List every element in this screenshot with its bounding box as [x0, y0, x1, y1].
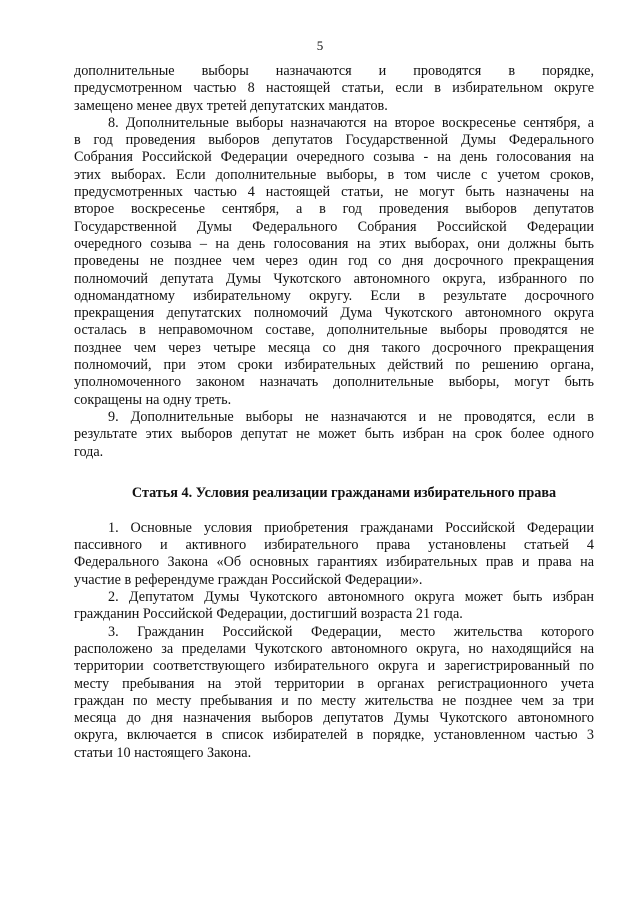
text-line: Собрания Российской Федерации очередного созыва - на день голосования на	[74, 149, 594, 166]
text-line: 8. Дополнительные выборы назначаются на второе воскресенье сентября, а	[108, 114, 594, 131]
text-line: замещено менее двух третей депутатских мандатов.	[74, 97, 388, 114]
text-line: гражданин Российской Федерации, достигший возраста 21 года.	[74, 606, 463, 623]
article-heading: Статья 4. Условия реализации гражданами избирательного права	[131, 484, 557, 501]
text-line: 2. Депутатом Думы Чукотского автономного округа может быть избран	[108, 589, 594, 606]
text-line: года.	[74, 443, 104, 460]
text-line: позднее чем через четыре месяца со дня такого досрочного прекращения	[74, 339, 594, 356]
text-line: статьи 10 настоящего Закона.	[74, 744, 252, 761]
paragraph-continuation	[74, 63, 594, 115]
text-line: в год проведения выборов депутатов Государственной Думы Федерального	[74, 132, 594, 149]
document-body	[74, 63, 594, 762]
text-line: результате этих выборов депутат не может быть избран на срок более одного	[74, 426, 594, 443]
paragraph-8	[74, 115, 594, 409]
text-line: округа, включается в список избирателей в порядке, установленном частью 3	[74, 727, 594, 744]
text-line: 3. Гражданин Российской Федерации, место жительства которого	[108, 623, 594, 640]
paragraph-9	[74, 409, 594, 461]
text-line: участие в референдуме граждан Российской Федерации».	[74, 571, 423, 588]
text-line: полномочий, при этом сроки избирательных действий по решению органа,	[74, 357, 594, 374]
text-line: одномандатному избирательному округу. Если в результате досрочного	[74, 287, 594, 304]
text-line: прекращения депутатских полномочий Дума Чукотского автономного округа	[74, 305, 594, 322]
text-line: предусмотренном частью 8 настоящей статьи, если в избирательном округе	[74, 80, 594, 97]
text-line: 1. Основные условия приобретения гражданами Российской Федерации	[108, 519, 594, 536]
spacer	[74, 461, 594, 483]
text-line: 9. Дополнительные выборы не назначаются и не проводятся, если в	[108, 408, 594, 425]
paragraph-3	[74, 624, 594, 762]
text-line: предусмотренных частью 4 настоящей статьи, не могут быть назначены на	[74, 184, 594, 201]
text-line: очередного созыва – на день голосования на этих выборах, они должны быть	[74, 235, 594, 252]
text-line: месяца до дня назначения выборов депутатов Думы Чукотского автономного	[74, 710, 594, 727]
spacer	[74, 503, 594, 520]
text-line: дополнительные выборы назначаются и проводятся в порядке,	[74, 63, 594, 79]
text-line: сокращены на одну треть.	[74, 391, 232, 408]
text-line: проведены не позднее чем через один год со дня досрочного прекращения	[74, 253, 594, 270]
text-line: территории соответствующего избирательного округа и зарегистрированный по	[74, 658, 594, 675]
text-line: этих выборах. Если дополнительные выборы, в том числе с учетом сроков,	[74, 166, 594, 183]
text-line: Государственной Думы Федерального Собрания Российской Федерации	[74, 218, 594, 235]
page-number: 5	[316, 38, 324, 53]
text-line: расположено за пределами Чукотского автономного округа, но находящийся на	[74, 640, 594, 657]
text-line: уполномоченного законом назначать дополнительные выборы, могут быть	[74, 374, 594, 391]
text-line: Федерального Закона «Об основных гарантиях избирательных прав и права на	[74, 554, 594, 571]
text-line: осталась в неправомочном составе, дополнительные выборы проводятся не	[74, 322, 594, 339]
text-line: граждан по месту пребывания и по месту жительства не позднее чем за три	[74, 692, 594, 709]
text-line: пассивного и активного избирательного права установлены статьей 4	[74, 537, 594, 554]
text-line: месту пребывания на этой территории в органах регистрационного учета	[74, 675, 594, 692]
text-line: второе воскресенье сентября, а в год проведения выборов депутатов	[74, 201, 594, 218]
paragraph-1	[74, 520, 594, 589]
text-line: полномочий депутата Думы Чукотского автономного округа, избранного по	[74, 270, 594, 287]
paragraph-2	[74, 589, 594, 624]
